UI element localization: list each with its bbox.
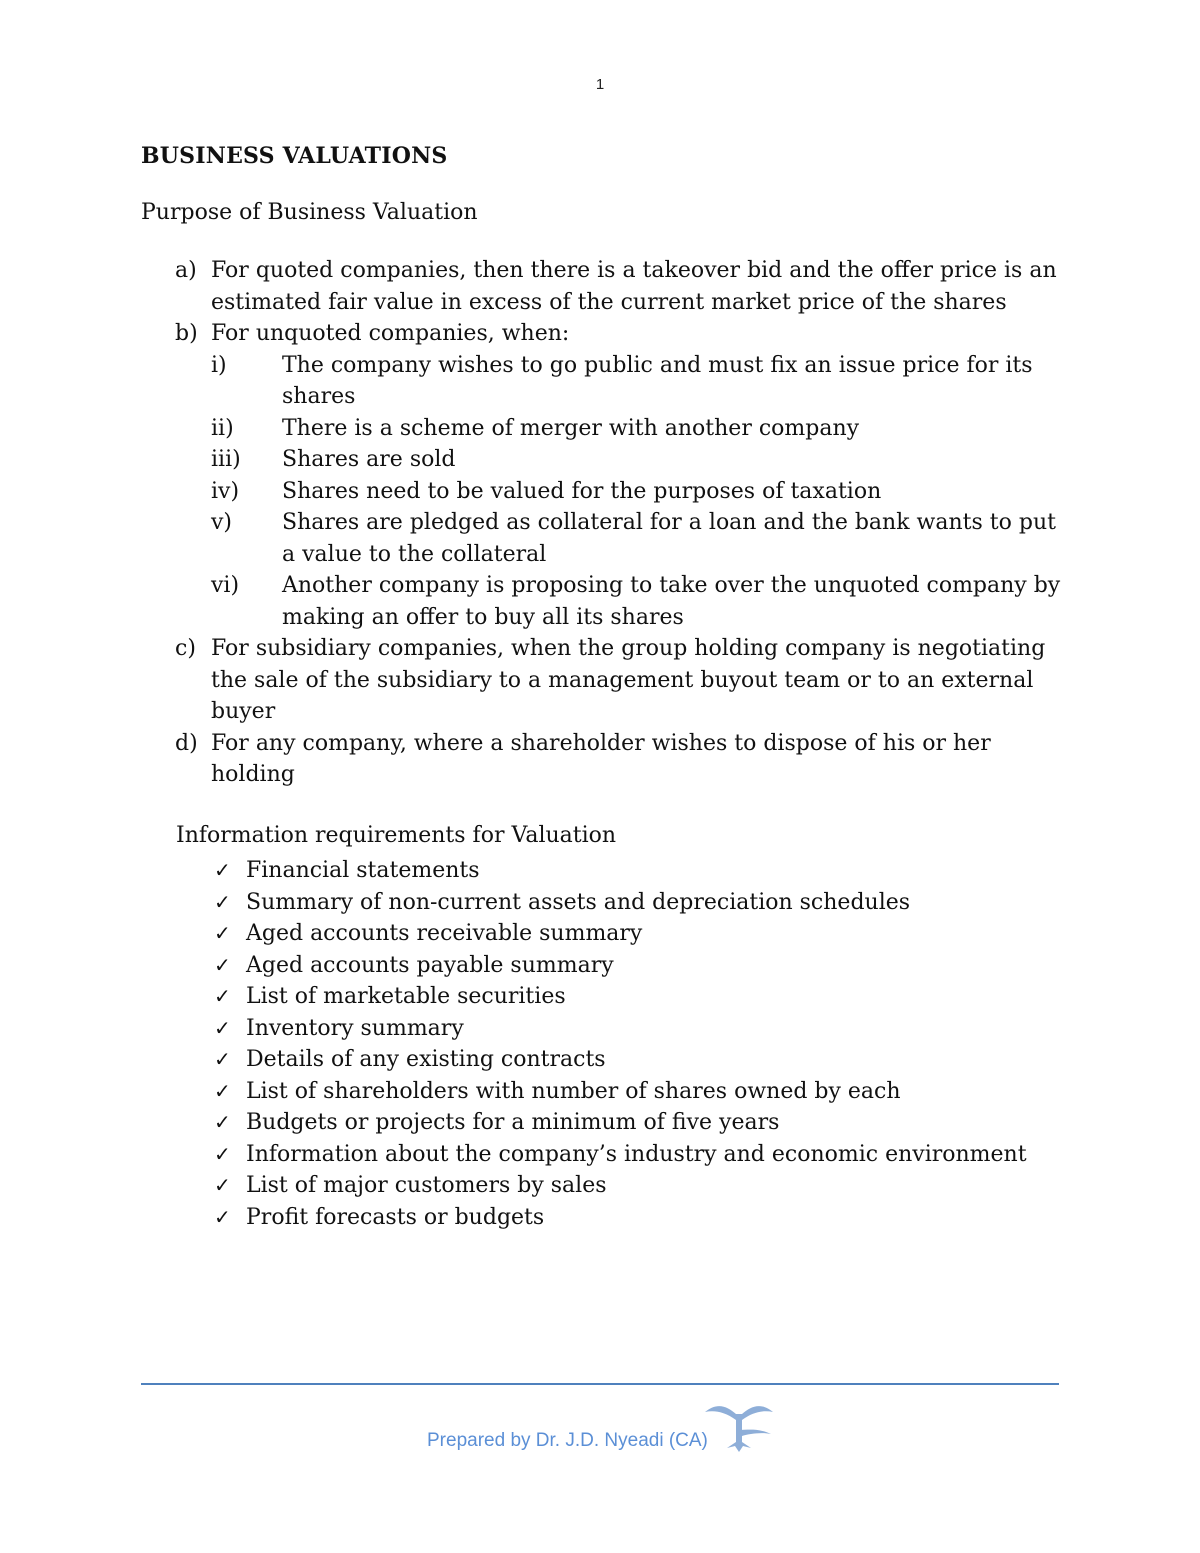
sub-list-marker: i) — [211, 352, 227, 378]
list-marker: d) — [175, 730, 198, 756]
list-item — [141, 633, 1061, 728]
checklist-item-text: Profit forecasts or budgets — [246, 1204, 545, 1230]
sub-list-marker: v) — [211, 510, 233, 535]
sub-list-marker: vi) — [211, 573, 240, 598]
checkmark-icon: ✓ — [214, 1047, 231, 1071]
sub-list-marker: iii) — [211, 447, 241, 472]
list-item-text: For subsidiary companies, when the group holding company is negotiating the sale of the subsidiary to a management buyout team or to an external buyer — [211, 636, 1046, 724]
checklist-item — [212, 1139, 1027, 1171]
checklist-item-text: Aged accounts receivable summary — [246, 921, 643, 946]
sub-list-item-text: The company wishes to go public and must fix an issue price for its shares — [282, 352, 1033, 409]
list-item — [141, 318, 1061, 633]
list-item — [141, 728, 1061, 791]
checklist-item-text: Information about the company’s industry and economic environment — [246, 1141, 1027, 1167]
sub-list-item — [211, 413, 1061, 445]
sub-list-item — [211, 444, 1061, 476]
sub-list-item — [211, 507, 1061, 570]
checklist-item — [212, 1013, 1027, 1045]
list-marker: c) — [175, 636, 196, 661]
checkmark-icon: ✓ — [214, 952, 231, 977]
checklist-item — [212, 1044, 1027, 1076]
page-number: 1 — [595, 76, 605, 93]
info-requirements-heading: Information requirements for Valuation — [176, 823, 617, 848]
checklist-item — [212, 1170, 1027, 1202]
checklist-item — [212, 1076, 1027, 1108]
checklist-item-text: List of major customers by sales — [246, 1173, 607, 1198]
sub-list-item — [211, 350, 1061, 413]
checklist-item-text: Budgets or projects for a minimum of five years — [246, 1110, 780, 1135]
checkmark-icon: ✓ — [214, 1078, 231, 1103]
checklist-item-text: Details of any existing contracts — [246, 1047, 606, 1072]
checklist-item-text: List of shareholders with number of shares owned by each — [246, 1078, 901, 1104]
sub-list-item-text: Shares need to be valued for the purposes of taxation — [282, 478, 882, 504]
sub-list — [211, 350, 1061, 634]
purpose-list — [141, 255, 1061, 791]
sub-list-marker: iv) — [211, 478, 240, 504]
checkmark-icon: ✓ — [214, 921, 231, 945]
checklist-item — [212, 918, 1027, 950]
checkmark-icon: ✓ — [214, 1173, 231, 1197]
checklist-item-text: Summary of non-current assets and depreciation schedules — [246, 889, 911, 915]
bird-logo-icon — [703, 1400, 775, 1454]
checklist-item — [212, 1202, 1027, 1234]
sub-list-item — [211, 570, 1061, 633]
checklist-item-text: Inventory summary — [246, 1015, 464, 1041]
checklist-item-text: Aged accounts payable summary — [246, 952, 614, 978]
list-marker: b) — [175, 321, 198, 346]
checklist-item — [212, 981, 1027, 1013]
checkmark-icon: ✓ — [214, 1110, 231, 1134]
checkmark-icon: ✓ — [214, 858, 231, 882]
sub-list-item-text: Shares are pledged as collateral for a loan and the bank wants to put a value to the collateral — [282, 510, 1056, 567]
footer-author-credit: Prepared by Dr. J.D. Nyeadi (CA) — [427, 1430, 708, 1451]
checklist-item-text: Financial statements — [246, 858, 480, 883]
purpose-heading: Purpose of Business Valuation — [141, 200, 478, 225]
list-item-text: For unquoted companies, when: — [211, 321, 570, 346]
list-marker: a) — [175, 258, 197, 283]
sub-list-item-text: There is a scheme of merger with another company — [282, 415, 860, 441]
list-item-text: For any company, where a shareholder wishes to dispose of his or her holding — [211, 730, 991, 787]
checkmark-icon: ✓ — [214, 1141, 231, 1166]
sub-list-item-text: Shares are sold — [282, 447, 456, 472]
list-item-text: For quoted companies, then there is a takeover bid and the offer price is an estimated fair value in excess of the current market price of the shares — [211, 258, 1057, 315]
sub-list-marker: ii) — [211, 415, 234, 441]
checklist-item-text: List of marketable securities — [246, 984, 566, 1009]
checklist-item — [212, 855, 1027, 887]
sub-list-item-text: Another company is proposing to take over the unquoted company by making an offer to buy all its shares — [282, 573, 1061, 630]
footer-divider — [141, 1383, 1059, 1385]
checklist-item — [212, 950, 1027, 982]
checkmark-icon: ✓ — [214, 889, 231, 914]
checklist-item — [212, 887, 1027, 919]
list-item — [141, 255, 1061, 318]
checkmark-icon: ✓ — [214, 1015, 231, 1040]
checklist-item — [212, 1107, 1027, 1139]
document-title: BUSINESS VALUATIONS — [141, 143, 448, 169]
sub-list-item — [211, 476, 1061, 508]
info-requirements-list — [212, 855, 1027, 1233]
checkmark-icon: ✓ — [214, 1204, 231, 1229]
checkmark-icon: ✓ — [214, 984, 231, 1008]
